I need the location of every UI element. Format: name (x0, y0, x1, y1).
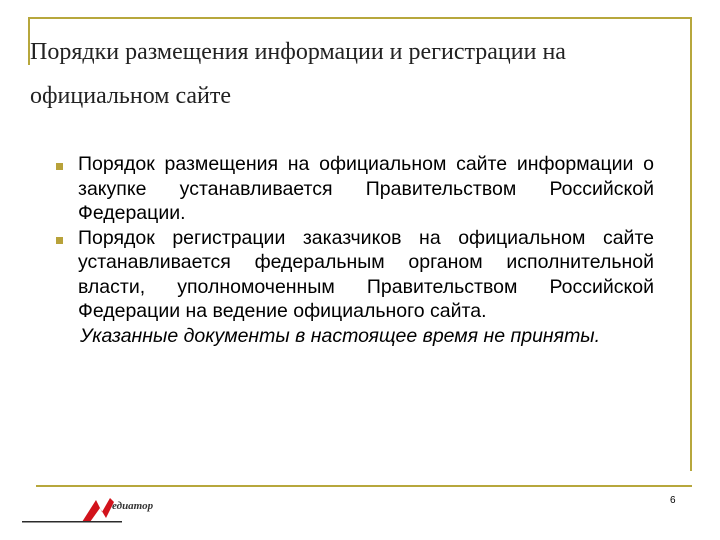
frame-bottom-line (36, 485, 692, 487)
bullet-text: Порядок размещения на официальном сайте информации о закупке устанавливается Правительством Российской Федерации. (78, 153, 654, 224)
bullet-square-icon (56, 237, 63, 244)
page-number: 6 (670, 495, 676, 506)
note-text: Указанные документы в настоящее время не приняты. (80, 324, 601, 347)
logo-text: едиатор (112, 500, 154, 512)
bullet-square-icon (56, 163, 63, 170)
slide-content (56, 152, 654, 348)
bullet-item (56, 152, 654, 226)
bullet-text: Порядок регистрации заказчиков на официальном сайте устанавливается федеральным органом исполнительной власти, уполномоченным Правительством Российской Федерации на ведение официального сайта. (78, 226, 654, 322)
bullet-item (56, 226, 654, 324)
frame-right-line (690, 17, 692, 471)
slide-title: Порядки размещения информации и регистрации на официальном сайте (30, 39, 566, 109)
mediator-logo (22, 492, 182, 526)
frame-top-line (28, 17, 692, 19)
